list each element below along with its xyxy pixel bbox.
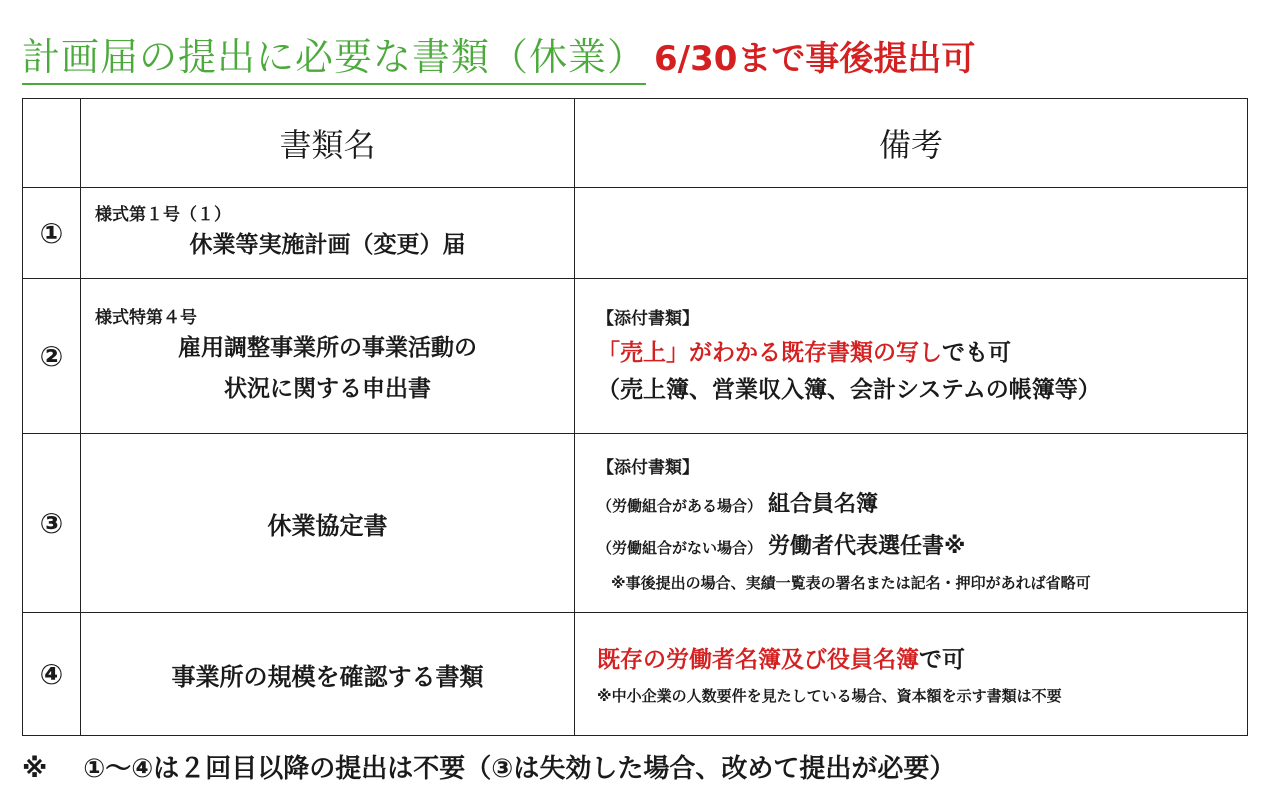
footer-note — [22, 748, 955, 785]
note-rest: でも可 — [942, 339, 1011, 366]
condition-row-no-union — [597, 526, 1225, 568]
note-highlight: 既存の労働者名簿及び役員名簿 — [597, 647, 919, 674]
footer-text: ①〜④は２回目以降の提出は不要（③は失効した場合、改めて提出が必要） — [83, 754, 956, 784]
document-name-cell — [81, 279, 575, 434]
document-name-cell — [81, 188, 575, 279]
row-number: ② — [23, 279, 81, 434]
condition-label: （労働組合がある場合） — [597, 497, 763, 516]
table-row — [23, 279, 1248, 434]
note-small: ※中小企業の人数要件を見たしている場合、資本額を示す書類は不要 — [597, 686, 1062, 705]
document-name-line-2: 状況に関する申出書 — [224, 375, 431, 402]
attachment-tag: 【添付書類】 — [597, 458, 699, 479]
row-number: ③ — [23, 434, 81, 613]
notes-cell — [575, 188, 1248, 279]
condition-value: 労働者代表選任書※ — [768, 534, 966, 559]
notes-cell — [575, 279, 1248, 434]
header-notes: 備考 — [575, 99, 1248, 188]
note-line — [597, 642, 1225, 679]
document-name-line-1: 雇用調整事業所の事業活動の — [178, 335, 477, 362]
document-name: 事業所の規模を確認する書類 — [171, 662, 484, 691]
form-number: 様式特第４号 — [95, 308, 197, 329]
notes-cell — [575, 613, 1248, 736]
footer-mark: ※ — [22, 754, 48, 784]
title-row — [22, 26, 975, 85]
table-row — [23, 188, 1248, 279]
page-subtitle: 6/30まで事後提出可 — [654, 39, 976, 79]
table-row — [23, 613, 1248, 736]
form-number: 様式第１号（１） — [95, 205, 231, 226]
row-number: ④ — [23, 613, 81, 736]
condition-value: 組合員名簿 — [768, 492, 879, 518]
table-row — [23, 434, 1248, 613]
note-highlight: 「売上」がわかる既存書類の写し — [597, 339, 942, 366]
note-small: ※事後提出の場合、実績一覧表の署名または記名・押印があれば省略可 — [611, 573, 1091, 592]
table-header-row — [23, 99, 1248, 188]
row-number: ① — [23, 188, 81, 279]
documents-table — [22, 98, 1248, 736]
document-name-cell — [81, 613, 575, 736]
notes-cell — [575, 434, 1248, 613]
document-name-cell — [81, 434, 575, 613]
attachment-tag: 【添付書類】 — [597, 308, 699, 329]
condition-label: （労働組合がない場合） — [597, 539, 763, 557]
page-title: 計画届の提出に必要な書類（休業） — [22, 26, 646, 85]
document-name: 休業協定書 — [267, 511, 388, 540]
note-rest: で可 — [919, 647, 965, 674]
note-line — [597, 335, 1225, 372]
document-name: 休業等実施計画（変更）届 — [189, 232, 466, 259]
header-document-name: 書類名 — [81, 99, 575, 188]
header-num — [23, 99, 81, 188]
note-line-2: （売上簿、営業収入簿、会計システムの帳簿等） — [597, 376, 1101, 403]
condition-row-union — [597, 484, 1225, 526]
